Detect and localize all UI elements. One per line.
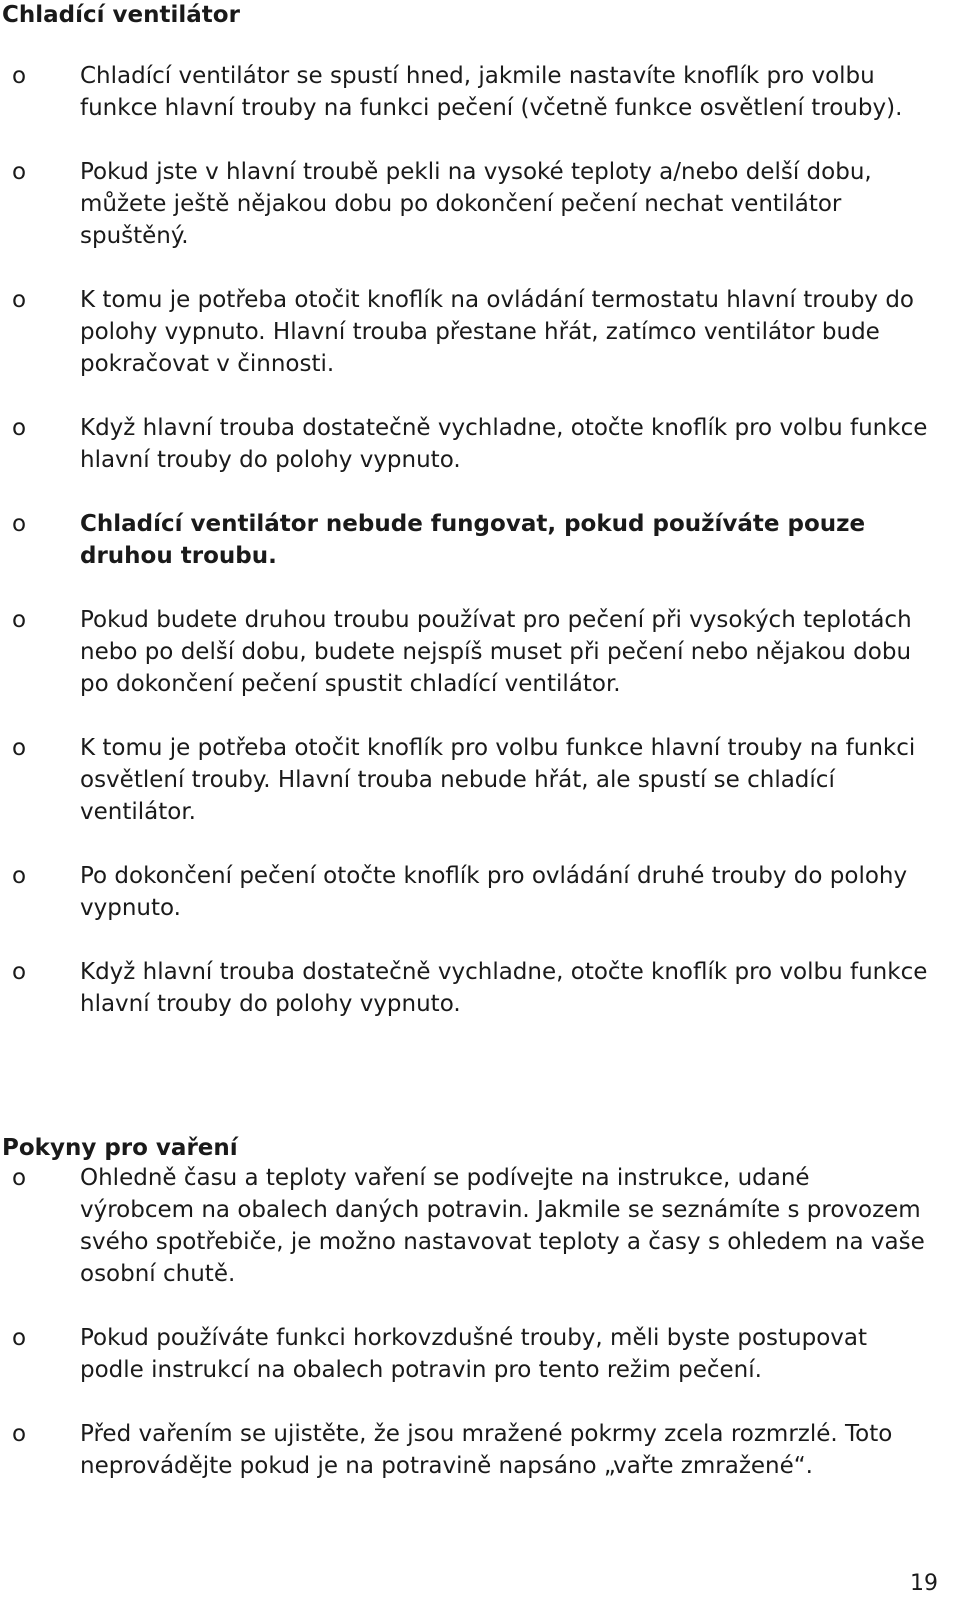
bullet-marker: o	[12, 735, 27, 761]
list-item-text: Chladící ventilátor nebude fungovat, pokud používáte pouze druhou troubu.	[80, 511, 866, 569]
list-item	[0, 956, 960, 1020]
bullet-marker: o	[12, 1325, 27, 1351]
bullet-marker: o	[12, 1421, 27, 1447]
bullet-marker: o	[12, 415, 27, 441]
list-item-bold	[0, 508, 960, 572]
list-item-text: K tomu je potřeba otočit knoflík na ovládání termostatu hlavní trouby do polohy vypnuto. Hlavní trouba přestane hřát, zatímco ventilátor bude pokračovat v činnosti.	[80, 287, 915, 377]
list-item	[0, 604, 960, 700]
list-item-text: Po dokončení pečení otočte knoflík pro ovládání druhé trouby do polohy vypnuto.	[80, 863, 908, 921]
bullet-marker: o	[12, 1165, 27, 1191]
bullet-marker: o	[12, 607, 27, 633]
list-item-text: Pokud jste v hlavní troubě pekli na vysoké teploty a/nebo delší dobu, můžete ještě nějakou dobu po dokončení pečení nechat ventilátor spuštěný.	[80, 159, 872, 249]
list-item-text: Před vařením se ujistěte, že jsou mražené pokrmy zcela rozmrzlé. Toto neprovádějte pokud je na potravině napsáno „vařte zmražené“.	[80, 1421, 893, 1479]
list-item	[0, 60, 960, 124]
list-item-text: Pokud používáte funkci horkovzdušné trouby, měli byste postupovat podle instrukcí na obalech potravin pro tento režim pečení.	[80, 1325, 868, 1383]
bullet-marker: o	[12, 63, 27, 89]
section-heading-cooling-fan: Chladící ventilátor	[2, 2, 240, 28]
list-item-text: Chladící ventilátor se spustí hned, jakmile nastavíte knoflík pro volbu funkce hlavní trouby na funkci pečení (včetně funkce osvětlení trouby).	[80, 63, 903, 121]
list-item	[0, 732, 960, 828]
bullet-marker: o	[12, 287, 27, 313]
list-item-text: Pokud budete druhou troubu používat pro pečení při vysokých teplotách nebo po delší dobu, budete nejspíš muset při pečení nebo nějakou dobu po dokončení pečení spustit chladící ventilátor.	[80, 607, 912, 697]
list-item	[0, 284, 960, 380]
cooking-tips-list	[0, 1162, 960, 1514]
list-item	[0, 156, 960, 252]
bullet-marker: o	[12, 159, 27, 185]
list-item	[0, 1162, 960, 1290]
bullet-marker: o	[12, 863, 27, 889]
list-item-text: K tomu je potřeba otočit knoflík pro volbu funkce hlavní trouby na funkci osvětlení trouby. Hlavní trouba nebude hřát, ale spustí se chladící ventilátor.	[80, 735, 916, 825]
cooling-fan-list	[0, 60, 960, 1052]
list-item-text: Když hlavní trouba dostatečně vychladne, otočte knoflík pro volbu funkce hlavní trouby do polohy vypnuto.	[80, 959, 928, 1017]
list-item	[0, 1418, 960, 1482]
list-item	[0, 860, 960, 924]
list-item-text: Ohledně času a teploty vaření se podívejte na instrukce, udané výrobcem na obalech daných potravin. Jakmile se seznámíte s provozem svého spotřebiče, je možno nastavovat teploty a časy s ohledem na vaše osobní chutě.	[80, 1165, 925, 1287]
list-item	[0, 412, 960, 476]
bullet-marker: o	[12, 959, 27, 985]
list-item-text: Když hlavní trouba dostatečně vychladne, otočte knoflík pro volbu funkce hlavní trouby do polohy vypnuto.	[80, 415, 928, 473]
page-number: 19	[910, 1571, 938, 1596]
bullet-marker: o	[12, 511, 27, 537]
list-item	[0, 1322, 960, 1386]
section-heading-cooking-tips: Pokyny pro vaření	[2, 1135, 238, 1161]
